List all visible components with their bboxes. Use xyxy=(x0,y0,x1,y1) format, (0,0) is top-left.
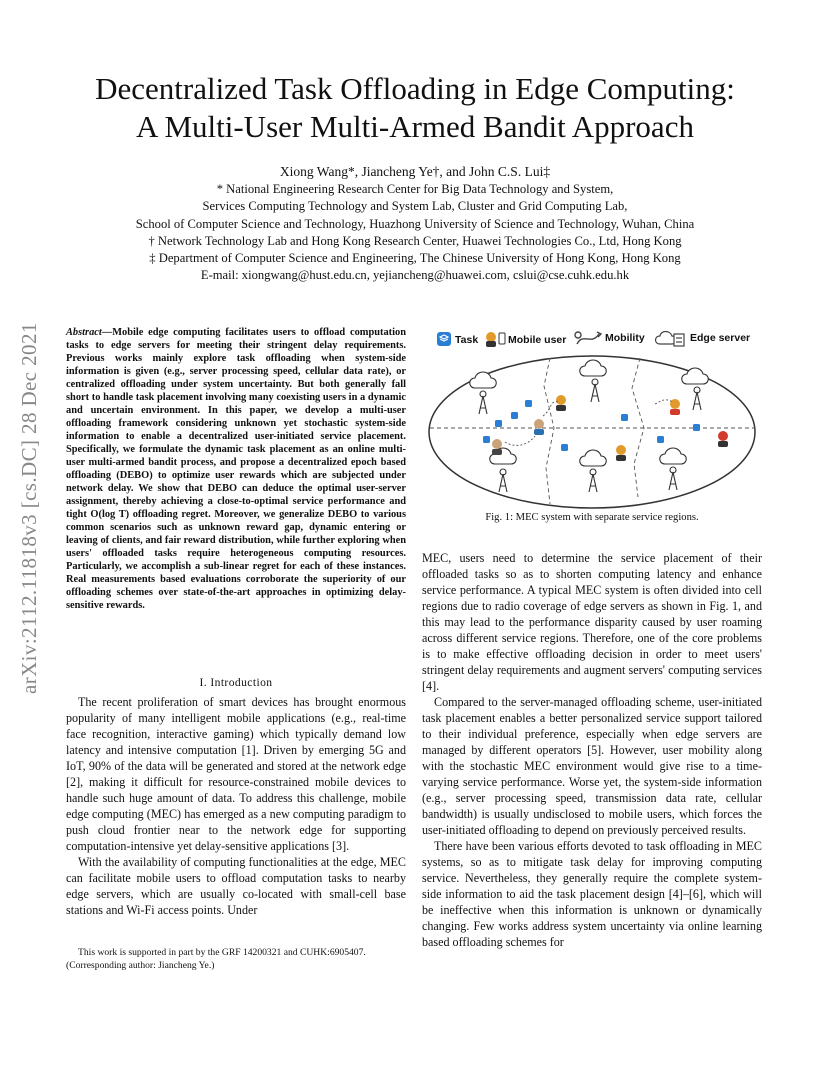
task-markers xyxy=(483,400,700,451)
right-column-body xyxy=(422,550,762,950)
title-line-2: A Multi-User Multi-Armed Bandit Approach xyxy=(136,109,694,144)
base-station-towers xyxy=(479,379,701,492)
title-line-1: Decentralized Task Offloading in Edge Computing: xyxy=(95,71,735,106)
affiliation-line: * National Engineering Research Center for Big Data Technology and System, xyxy=(216,182,614,196)
edge-server-icon xyxy=(656,332,685,347)
arxiv-identifier xyxy=(6,286,46,696)
figure-caption: Fig. 1: MEC system with separate service regions. xyxy=(485,512,699,523)
mobile-user-icon xyxy=(486,332,505,347)
abstract-text: —Mobile edge computing facilitates users to offload computation tasks to edge servers for meeting their stringent delay requirements. Previous works mainly explore task offloading when system-side information is given (e.g., server processing speed, cellular data rate), or centralized offloading under system uncertainty. But both generally fall short to handle task placement involving many coexisting users in a dynamic and uncertain environment. In this paper, we develop a multi-user offloading framework considering unknown yet stochastic system-side information to enable a decentralized user-initiated service placement. Specifically, we formulate the dynamic task placement as an online multi-user multi-armed bandit process, and propose a decentralized epoch based offloading (DEBO) to optimize user rewards which are subjected under network delay. We show that DEBO can deduce the optimal user-server assignment, thereby achieving a close-to-optimal service performance and tight O(log T) offloading regret. Moreover, we generalize DEBO to various common scenarios such as unknown reward gap, dynamic entering or leaving of clients, and fair reward distribution, while further exploring when users' offloaded tasks require heterogeneous computing resources. Particularly, we accomplish a sub-linear regret for each of these instances. Real measurements based evaluations corroborate the superiority of our offloading schemes over state-of-the-art approaches in optimizing delay-sensitive rewards. xyxy=(66,327,406,611)
paragraph: There have been various efforts devoted to task offloading in MEC systems, so as to mitigate task delay for improving computing service. Nevertheless, they generally require the complete system-side information to aid the task placement design [4]–[6], which will be ineffective when this information is unknown or dynamically changing. Few works address system uncertainty via online learning based offloading schemes for xyxy=(422,839,762,949)
affiliations xyxy=(40,181,790,285)
paragraph: Compared to the server-managed offloading scheme, user-initiated task placement enables a better personalized service support tailored to their individual preference, especially when edge servers are managed by different operators [5]. However, user mobility along with the stochastic MEC environment would give rise to a time-varying service performance. Worse yet, the system-side information (e.g., server processing speed, transmission data rate, cellular bandwidth) is usually undisclosed to mobile users, which forces the user-initiated offloading to depend on previously perceived results. xyxy=(422,695,762,837)
server-cloud-icon xyxy=(580,360,607,376)
paragraph: With the availability of computing functionalities at the edge, MEC can facilitate mobile users to offload computation tasks to nearby edge servers, which are usually co-located with small-cell base stations and Wi-Fi access points. Under xyxy=(66,855,406,917)
arxiv-identifier-text: arXiv:2112.11818v3 [cs.DC] 28 Dec 2021 xyxy=(17,322,41,694)
affiliation-line: Services Computing Technology and System Lab, Cluster and Grid Computing Lab, xyxy=(202,199,628,214)
server-cloud-icon xyxy=(580,450,607,466)
server-cloud-icon xyxy=(470,372,497,388)
paragraph: The recent proliferation of smart devices has brought enormous popularity of many intelligent mobile applications (e.g., real-time face recognition, interactive gaming) which typically demand low latency and intensive computation [1]. Driven by emerging 5G and IoT, 90% of the data will be generated and stored at the network edge [2], making it difficult for resource-constrained mobile devices to handle such huge amount of data. To address this challenge, mobile edge computing (MEC) has emerged as a new computing paradigm to push cloud frontier near to the network edge for supporting computation-intensive yet delay-sensitive applications [3]. xyxy=(66,695,406,853)
abstract-label: Abstract xyxy=(66,327,102,338)
server-cloud-icon xyxy=(660,448,687,464)
legend-task: Task xyxy=(455,334,479,346)
section-heading-introduction: I. Introduction xyxy=(199,676,273,689)
left-column-body xyxy=(66,694,406,918)
email-line[interactable]: E-mail: xiongwang@hust.edu.cn, yejiancheng@huawei.com, cslui@cse.cuhk.edu.hk xyxy=(200,268,630,283)
mobility-icon xyxy=(575,332,601,344)
figure-mec-system xyxy=(425,324,760,510)
legend-mobility: Mobility xyxy=(605,332,645,344)
footnote-funding: This work is supported in part by the GRF 14200321 and CUHK:6905407. xyxy=(78,947,366,958)
abstract xyxy=(66,326,406,612)
figure-legend xyxy=(437,332,750,348)
paragraph: MEC, users need to determine the service placement of their offloaded tasks so as to shorten computing latency and enhance service performance. A typical MEC system is often divided into cell regions due to radio coverage of edge servers as shown in Fig. 1, and this may lead to the performance disparity caused by user roaming across different service regions. Therefore, one of the core problems is to make effective offloading decision in order to meet users' stringent delay requirements and augment servers' computing services [4]. xyxy=(422,551,762,693)
paper-title xyxy=(40,70,790,146)
legend-mobile-user: Mobile user xyxy=(508,334,567,346)
footnote xyxy=(66,947,406,972)
authors: Xiong Wang*, Jiancheng Ye†, and John C.S. Lui‡ xyxy=(279,164,551,179)
affiliation-line: ‡ Department of Computer Science and Engineering, The Chinese University of Hong Kong, Hong Kong xyxy=(149,251,681,266)
legend-edge-server: Edge server xyxy=(690,332,751,344)
footnote-corresponding: (Corresponding author: Jiancheng Ye.) xyxy=(66,959,215,971)
affiliation-line: School of Computer Science and Technology, Huazhong University of Science and Technology, Wuhan, China xyxy=(135,216,695,231)
affiliation-line: † Network Technology Lab and Hong Kong Research Center, Huawei Technologies Co., Ltd, Hong Kong xyxy=(148,233,682,248)
